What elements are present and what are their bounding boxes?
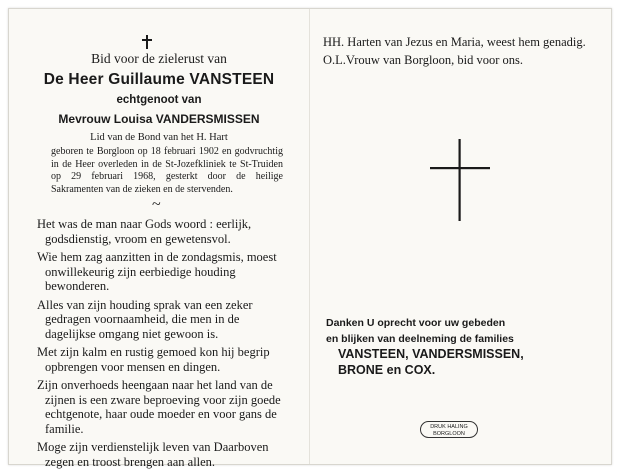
printer-name: DRUK HALING — [430, 424, 468, 430]
ornament-divider: ~ — [152, 196, 161, 213]
families-line: BRONE en COX. — [338, 363, 436, 377]
biography-text: geboren te Borgloon op 18 februari 1902 en godvruchtig in de Heer overleden in de St-Jozefkliniek te St-Truiden op 29 februari 1968, gesterkt door de heilige Sakramenten van de zieken en de stervenden. — [51, 146, 283, 195]
families-line: VANSTEEN, VANDERSMISSEN, — [338, 347, 524, 361]
memorial-card — [8, 8, 612, 469]
prayer-line: O.L.Vrouw van Borgloon, bid voor ons. — [323, 52, 524, 67]
verse-paragraph: Met zijn kalm en rustig gemoed kon hij begrip opbrengen voor mensen en dingen. — [37, 345, 270, 374]
small-cross-icon — [142, 35, 152, 49]
left-page — [9, 9, 309, 469]
families-text — [338, 346, 598, 378]
intro-text: Bid voor de zielerust van — [91, 51, 227, 66]
printer-stamp — [420, 421, 478, 438]
right-page — [310, 9, 611, 464]
deceased-name: De Heer Guillaume VANSTEEN — [43, 71, 275, 88]
prayer-line: HH. Harten van Jezus en Maria, weest hem genadig. — [323, 35, 586, 49]
verse-paragraph: Zijn onverhoeds heengaan naar het land van de zijnen is een zware beproeving voor zijn goede echtgenote, haar oude moeder en voor gans de familie. — [37, 378, 281, 436]
printer-town: BORGLOON — [433, 430, 465, 437]
thanks-line: en blijken van deelneming de families — [326, 333, 514, 345]
prayer-block — [323, 35, 591, 70]
spouse-name: Mevrouw Louisa VANDERSMISSEN — [58, 112, 260, 126]
membership-text: Lid van de Bond van het H. Hart — [90, 132, 228, 143]
verse-paragraph: Moge zijn verdienstelijk leven van Daarboven zegen en troost brengen aan allen. — [37, 440, 269, 469]
spouse-label: echtgenoot van — [116, 94, 202, 106]
verses-block — [37, 217, 283, 473]
large-cross-icon — [430, 139, 490, 221]
verse-paragraph: Het was de man naar Gods woord : eerlijk, godsdienstig, vroom en gewetensvol. — [37, 217, 252, 246]
verse-paragraph: Wie hem zag aanzitten in de zondagsmis, moest onwillekeurig zijn eerbiedige houding bewonderen. — [37, 250, 277, 293]
thanks-line: Danken U oprecht voor uw gebeden — [326, 317, 506, 329]
thanks-text — [326, 315, 596, 347]
verse-paragraph: Alles van zijn houding sprak van een zeker gedragen voornaamheid, die men in de dagelijkse omgang niet gewoon is. — [37, 297, 253, 341]
